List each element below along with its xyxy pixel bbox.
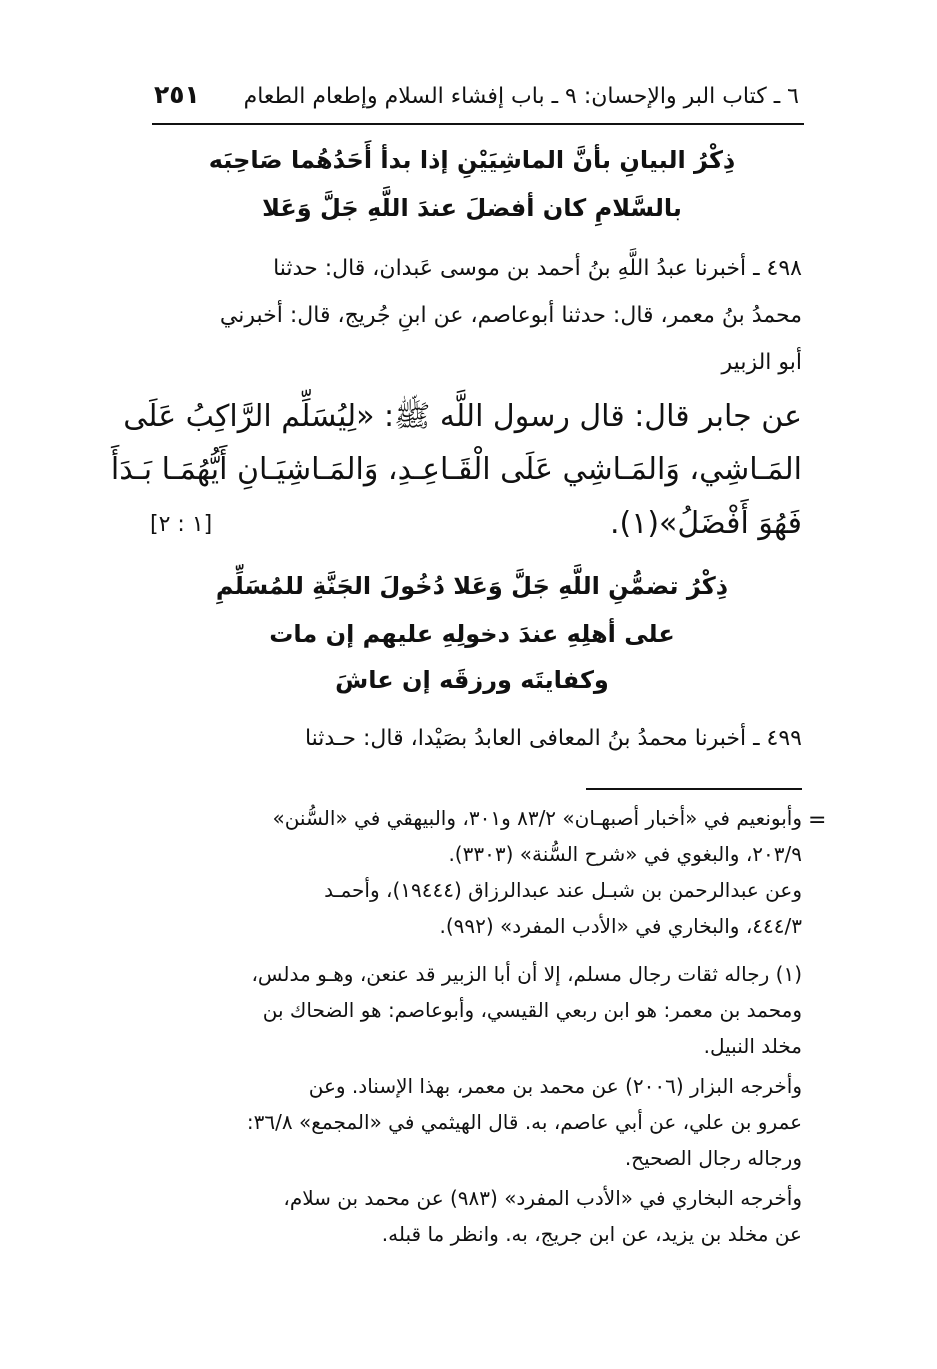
- footnote-1-line-3: مخلد النبيل.: [703, 1034, 802, 1058]
- footnote-1-line-6: ورجاله رجال الصحيح.: [624, 1146, 802, 1170]
- footnote-continued-line-2: ٢٠٣/٩، والبغوي في «شرح السُّنة» (٣٣٠٣).: [448, 842, 802, 866]
- footnote-1-line-4: وأخرجه البزار (٢٠٠٦) عن محمد بن معمر، بهذا الإسناد. وعن: [308, 1074, 802, 1098]
- section-2-heading-line-1: ذِكْرُ تضمُّنِ اللَّهِ جَلَّ وَعَلا دُخُولَ الجَنَّةِ للمُسَلِّمِ: [215, 572, 729, 600]
- footnote-divider: [586, 788, 802, 790]
- footnote-continued-line-3: وعن عبدالرحمن بن شبـل عند عبدالرزاق (١٩٤٤٤)، وأحمـد: [324, 878, 802, 902]
- hadith-499-isnad-line-1: ٤٩٩ ـ أخبرنا محمدُ بنُ المعافى العابدُ بصَيْدا، قال: حـدثنا: [304, 726, 802, 751]
- hadith-498-isnad-line-1: ٤٩٨ ـ أخبرنا عبدُ اللَّهِ بنُ أحمد بن موسى عَبدان، قال: حدثنا: [273, 256, 802, 281]
- footnote-1-line-2: ومحمد بن معمر: هو ابن ربعي القيسي، وأبوعاصم: هو الضحاك بن: [262, 998, 802, 1022]
- header-divider: [152, 123, 804, 125]
- hadith-498-reference: [١ : ٢]: [150, 512, 213, 537]
- section-heading-line-2: بالسَّلامِ كان أفضلَ عندَ اللَّهِ جَلَّ وَعَلا: [262, 194, 682, 222]
- hadith-498-isnad-line-2: محمدُ بنُ معمر، قال: حدثنا أبوعاصم، عن ابنِ جُريج، قال: أخبرني: [219, 303, 802, 328]
- footnote-1-line-1: (١) رجاله ثقات رجال مسلم، إلا أن أبا الزبير قد عنعن، وهـو مدلس،: [251, 962, 802, 986]
- hadith-498-matn-line-3: فَهُوَ أَفْضَلُ»(١).: [609, 506, 802, 541]
- section-2-heading-line-2: على أهلِهِ عندَ دخولِهِ عليهم إن مات: [269, 620, 675, 648]
- footnote-continued-line-1: وأبونعيم في «أخبار أصبهـان» ٨٣/٢ و٣٠١، والبيهقي في «السُّنن»: [272, 806, 802, 830]
- page-number: ٢٥١: [154, 80, 200, 109]
- footnote-continued-line-4: ٤٤٤/٣، والبخاري في «الأدب المفرد» (٩٩٢).: [439, 914, 802, 938]
- footnote-1-line-5: عمرو بن علي، عن أبي عاصم، به. قال الهيثمي في «المجمع» ٣٦/٨:: [246, 1110, 802, 1134]
- section-heading-line-1: ذِكْرُ البيانِ بأنَّ الماشِيَيْنِ إذا بدأ أَحَدُهُما صَاحِبَه: [208, 146, 736, 174]
- section-2-heading-line-3: وكفايتَه ورزقَه إن عاشَ: [335, 666, 609, 694]
- hadith-498-matn-line-2: المَـاشِي، وَالمَـاشِي عَلَى الْقَـاعِـدِ، وَالمَـاشِيَـانِ أَيُّهُمَـا بَـدَأَ: [110, 452, 802, 487]
- hadith-498-isnad-line-3: أبو الزبير: [721, 350, 802, 375]
- footnote-1-line-7: وأخرجه البخاري في «الأدب المفرد» (٩٨٣) عن محمد بن سلام،: [283, 1186, 802, 1210]
- hadith-498-matn-line-1: عن جابر قال: قال رسول اللَّه ﷺ: «لِيُسَلِّم الرَّاكِبُ عَلَى: [123, 399, 802, 434]
- footnote-1-line-8: عن مخلد بن يزيد، عن ابن جريج، به. وانظر ما قبله.: [381, 1222, 802, 1246]
- running-header-title: ٦ ـ كتاب البر والإحسان: ٩ ـ باب إفشاء السلام وإطعام الطعام: [243, 84, 799, 109]
- footnote-continuation-mark: =: [808, 808, 827, 833]
